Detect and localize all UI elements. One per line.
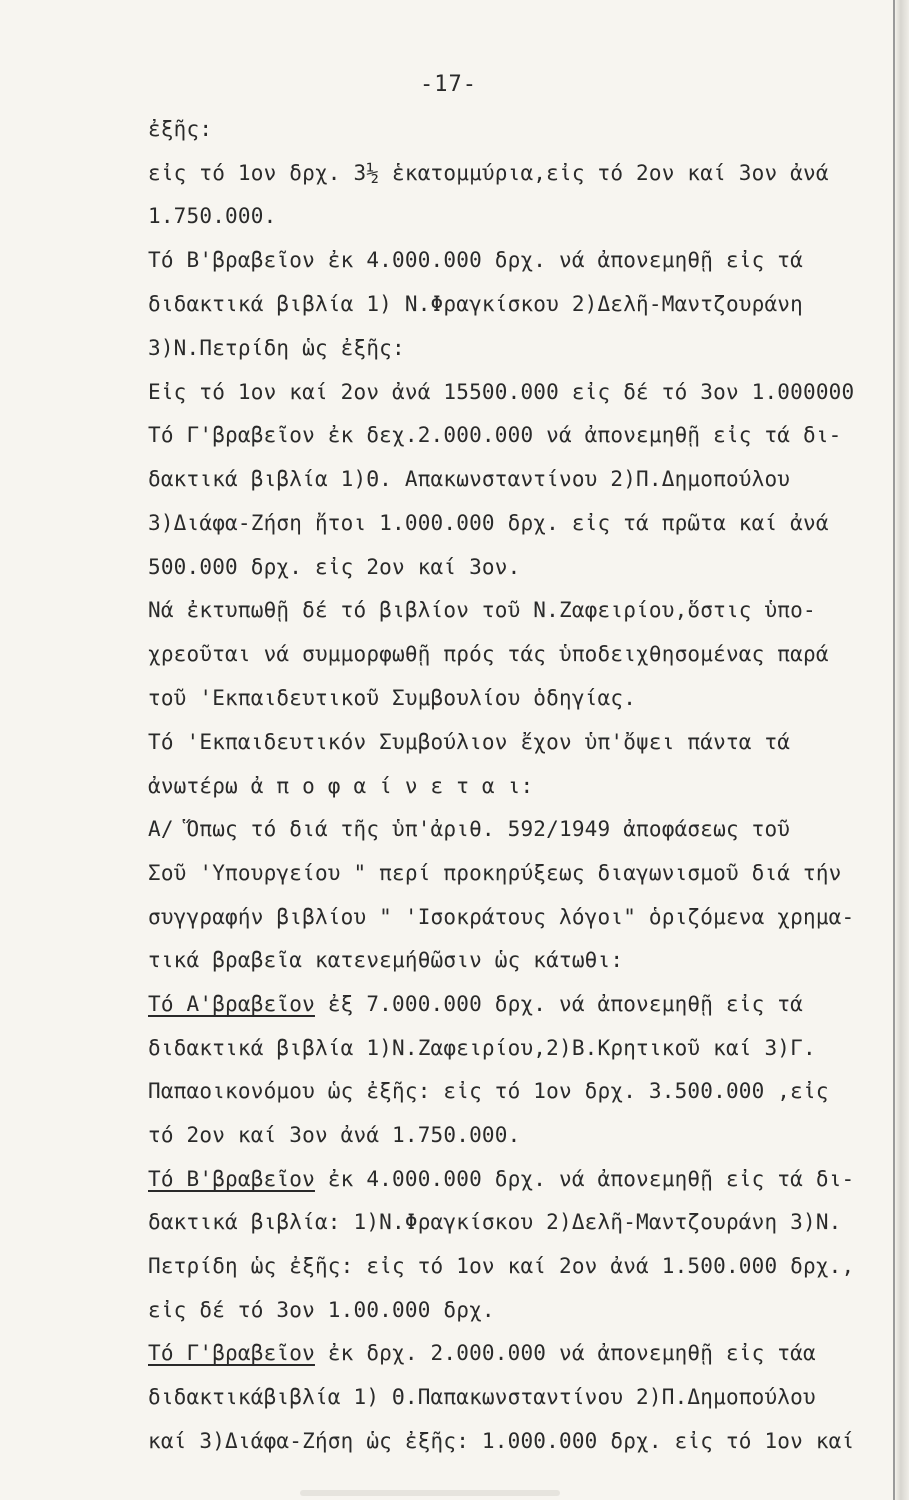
scan-smudge — [300, 1490, 560, 1496]
text-line: ἐκ δρχ. 2.000.000 νά ἀπονεμηθῇ εἰς τάα — [327, 1341, 816, 1365]
award-b-heading: Τό Β'βραβεῖον — [148, 1167, 315, 1191]
text-line: χρεοῦται νά συμμορφωθῇ πρός τάς ὑποδειχθησομένας παρά — [148, 642, 829, 666]
text-line: ἀνωτέρω ἀ π ο φ α ί ν ε τ α ι: — [148, 774, 534, 798]
text-line: 3)Ν.Πετρίδη ὡς ἐξῆς: — [148, 336, 405, 360]
text-line: 500.000 δρχ. εἰς 2ον καί 3ον. — [148, 555, 521, 579]
text-line: συγγραφήν βιβλίου " 'Ισοκράτους λόγοι" ὁριζόμενα χρημα- — [148, 905, 855, 929]
text-line: διδακτικά βιβλία 1) Ν.Φραγκίσκου 2)Δελῆ-Μαντζουράνη — [148, 292, 803, 316]
text-line: Α/ Ὅπως τό διά τῆς ὑπ'ἀριθ. 592/1949 ἀποφάσεως τοῦ — [148, 817, 791, 841]
text-line: 3)Διάφα-Ζήση ἤτοι 1.000.000 δρχ. εἰς τά πρῶτα καί ἀνά — [148, 511, 829, 535]
page-number: -17- — [420, 72, 477, 97]
text-line: εἰς τό 1ον δρχ. 3½ ἑκατομμύρια,εἰς τό 2ον καί 3ον ἀνά — [148, 161, 829, 185]
text-line: διδακτικάβιβλία 1) Θ.Παπακωνσταντίνου 2)Π.Δημοπούλου — [148, 1385, 816, 1409]
text-line: τό 2ον καί 3ον ἀνά 1.750.000. — [148, 1123, 521, 1147]
award-b-line — [148, 1166, 854, 1192]
text-line: Πετρίδη ὡς ἐξῆς: εἰς τό 1ον καί 2ον ἀνά 1.500.000 δρχ., — [148, 1254, 855, 1278]
text-line: διδακτικά βιβλία 1)Ν.Ζαφειρίου,2)Β.Κρητικοῦ καί 3)Γ. — [148, 1036, 816, 1060]
text-line: καί 3)Διάφα-Ζήση ὡς ἐξῆς: 1.000.000 δρχ. εἰς τό 1ον καί — [148, 1429, 855, 1453]
text-line: εἰς δέ τό 3ον 1.00.000 δρχ. — [148, 1298, 495, 1322]
award-a-heading: Τό Α'βραβεῖον — [148, 992, 315, 1016]
award-a-line — [148, 991, 803, 1017]
text-line: 1.750.000. — [148, 204, 277, 228]
text-line: ἐξ 7.000.000 δρχ. νά ἀπονεμηθῇ εἰς τά — [327, 992, 804, 1016]
text-line: Τό Β'βραβεῖον ἐκ 4.000.000 δρχ. νά ἀπονεμηθῇ εἰς τά — [148, 248, 803, 272]
text-line: ἐκ 4.000.000 δρχ. νά ἀπονεμηθῇ εἰς τά δι- — [327, 1167, 855, 1191]
text-line: Σοῦ 'Υπουργείου " περί προκηρύξεως διαγωνισμοῦ διά τήν — [148, 861, 842, 885]
text-line: ἐξῆς: — [148, 117, 213, 141]
text-line: Τό 'Εκπαιδευτικόν Συμβούλιον ἔχον ὑπ'ὄψει πάντα τά — [148, 730, 791, 754]
text-line: δακτικά βιβλία: 1)Ν.Φραγκίσκου 2)Δελῆ-Μαντζουράνη 3)Ν. — [148, 1210, 842, 1234]
scan-edge — [895, 0, 909, 1500]
text-line: τικά βραβεῖα κατενεμήθῶσιν ὡς κάτωθι: — [148, 948, 624, 972]
text-line: Εἰς τό 1ον καί 2ον ἀνά 15500.000 εἰς δέ τό 3ον 1.000000 — [148, 380, 855, 404]
text-line: δακτικά βιβλία 1)Θ. Απακωνσταντίνου 2)Π.Δημοπούλου — [148, 467, 791, 491]
award-c-line — [148, 1340, 816, 1366]
text-line: Νά ἐκτυπωθῇ δέ τό βιβλίον τοῦ Ν.Ζαφειρίου,ὅστις ὑπο- — [148, 598, 816, 622]
text-line: Παπαοικονόμου ὡς ἐξῆς: εἰς τό 1ον δρχ. 3.500.000 ,εἰς — [148, 1079, 829, 1103]
text-line: Τό Γ'βραβεῖον ἐκ δεχ.2.000.000 νά ἀπονεμηθῇ εἰς τά δι- — [148, 423, 842, 447]
text-line: τοῦ 'Εκπαιδευτικοῦ Συμβουλίου ὁδηγίας. — [148, 686, 637, 710]
award-c-heading: Τό Γ'βραβεῖον — [148, 1341, 315, 1365]
